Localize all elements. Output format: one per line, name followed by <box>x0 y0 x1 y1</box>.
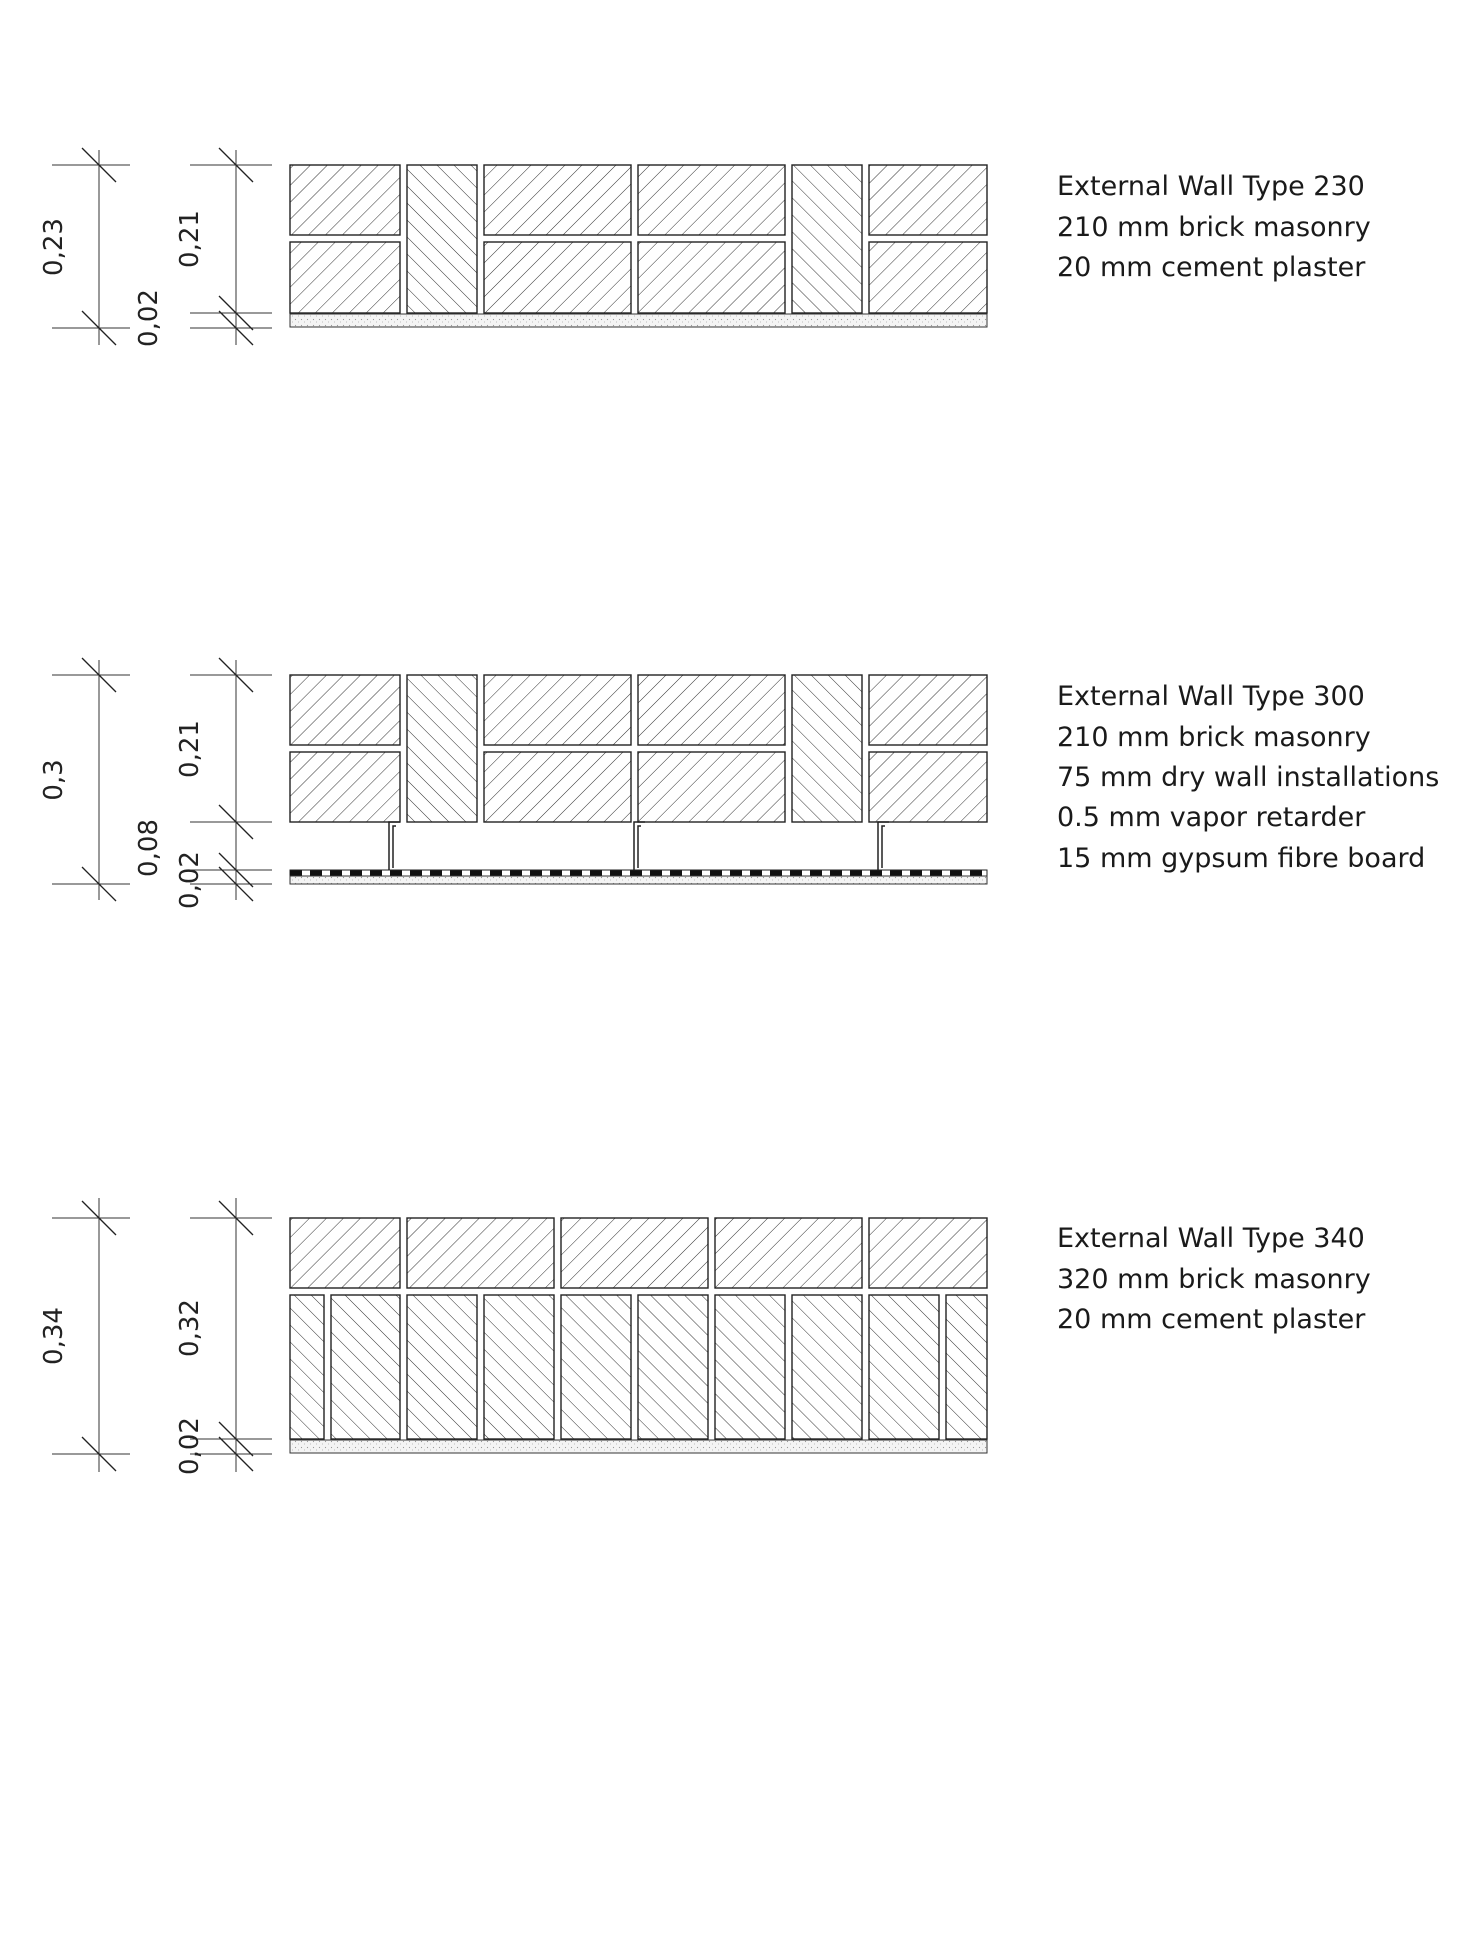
gypsum-fibre-board-layer <box>290 876 987 884</box>
wall-300-section <box>39 658 1439 909</box>
wall-340-section <box>39 1198 1371 1475</box>
layer-label: 320 mm brick masonry <box>1057 1264 1371 1295</box>
wall-230-dimensions <box>39 148 272 347</box>
vapor-retarder-layer <box>290 870 987 876</box>
cement-plaster-layer <box>290 1440 987 1453</box>
wall-title: External Wall Type 340 <box>1057 1223 1365 1254</box>
layer-label: 210 mm brick masonry <box>1057 722 1371 753</box>
dim-overall-label: 0,34 <box>39 1307 69 1365</box>
brick-masonry-layer <box>290 675 987 822</box>
wall-340-dimensions <box>39 1198 272 1475</box>
dim-overall-label: 0,23 <box>39 218 69 276</box>
wall-340-description <box>1057 1223 1371 1335</box>
layer-label: 210 mm brick masonry <box>1057 212 1371 243</box>
layer-label: 75 mm dry wall installations <box>1057 762 1440 793</box>
drywall-studs <box>389 822 889 872</box>
layer-label: 0.5 mm vapor retarder <box>1057 802 1366 833</box>
brick-masonry-layer <box>290 1218 987 1439</box>
wall-title: External Wall Type 300 <box>1057 681 1365 712</box>
dim-masonry-label: 0,21 <box>175 210 205 268</box>
wall-230-description <box>1057 171 1371 283</box>
wall-300-dimensions <box>39 658 272 909</box>
layer-label: 15 mm gypsum fibre board <box>1057 843 1426 874</box>
brick-masonry-layer <box>290 165 987 313</box>
wall-300-description <box>1057 681 1439 874</box>
cement-plaster-layer <box>290 314 987 327</box>
dim-plaster-label: 0,02 <box>134 289 164 347</box>
dim-board-label: 0,02 <box>175 851 205 909</box>
dim-plaster-label: 0,02 <box>175 1417 205 1475</box>
wall-title: External Wall Type 230 <box>1057 171 1365 202</box>
wall-230-section <box>39 148 1371 347</box>
dim-masonry-label: 0,32 <box>175 1299 205 1357</box>
dim-installation-label: 0,08 <box>134 819 164 877</box>
layer-label: 20 mm cement plaster <box>1057 252 1366 283</box>
dim-overall-label: 0,3 <box>39 759 69 801</box>
layer-label: 20 mm cement plaster <box>1057 1304 1366 1335</box>
dim-masonry-label: 0,21 <box>175 720 205 778</box>
